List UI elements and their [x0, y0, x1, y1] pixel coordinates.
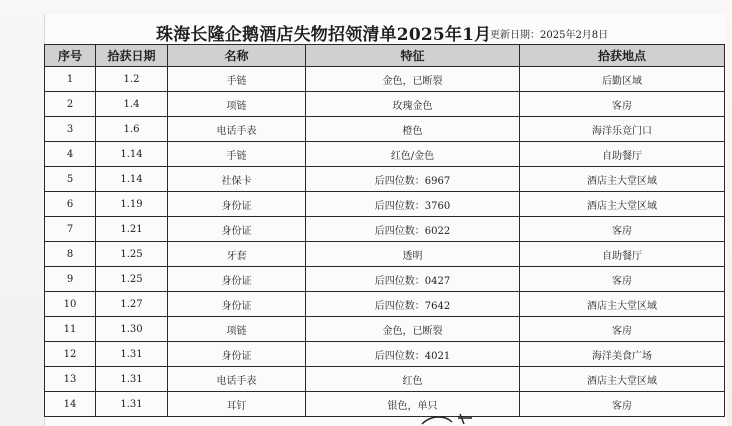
cell-item-name: 手链: [168, 67, 306, 92]
cell-index: 2: [45, 92, 96, 117]
cell-location: 客房: [520, 217, 725, 242]
cell-item-name: 耳钉: [168, 392, 306, 417]
cell-location: 客房: [520, 267, 725, 292]
cell-location: 酒店主大堂区域: [520, 292, 725, 317]
document-title: 珠海长隆企鹅酒店失物招领清单2025年1月: [156, 25, 492, 45]
cell-date: 1.21: [96, 217, 168, 242]
table-row: [45, 292, 725, 317]
cell-index: 11: [45, 317, 96, 342]
cell-date: 1.14: [96, 142, 168, 167]
cell-date: 1.14: [96, 167, 168, 192]
cell-item-name: 电话手表: [168, 367, 306, 392]
cell-index: 6: [45, 192, 96, 217]
cell-features: 后四位数：0427: [306, 267, 520, 292]
cell-location: 客房: [520, 317, 725, 342]
lost-and-found-table: [44, 44, 725, 417]
table-row: [45, 392, 725, 417]
table-row: [45, 117, 725, 142]
cell-features: 透明: [306, 242, 520, 267]
header-date: 拾获日期: [96, 45, 168, 67]
cell-item-name: 身份证: [168, 217, 306, 242]
cell-item-name: 身份证: [168, 192, 306, 217]
cell-features: 红色/金色: [306, 142, 520, 167]
table-row: [45, 92, 725, 117]
cell-date: 1.30: [96, 317, 168, 342]
handwritten-mark: [420, 412, 480, 426]
cell-date: 1.25: [96, 242, 168, 267]
cell-item-name: 电话手表: [168, 117, 306, 142]
cell-index: 14: [45, 392, 96, 417]
table-row: [45, 367, 725, 392]
cell-location: 酒店主大堂区域: [520, 367, 725, 392]
cell-features: 红色: [306, 367, 520, 392]
cell-item-name: 社保卡: [168, 167, 306, 192]
cell-date: 1.31: [96, 367, 168, 392]
header-features: 特征: [306, 45, 520, 67]
cell-location: 客房: [520, 92, 725, 117]
header-item-name: 名称: [168, 45, 306, 67]
cell-location: 酒店主大堂区域: [520, 192, 725, 217]
cell-location: 海洋乐竞门口: [520, 117, 725, 142]
cell-date: 1.31: [96, 392, 168, 417]
cell-date: 1.31: [96, 342, 168, 367]
cell-item-name: 牙套: [168, 242, 306, 267]
title-row: [44, 16, 726, 44]
cell-date: 1.19: [96, 192, 168, 217]
cell-index: 7: [45, 217, 96, 242]
cell-features: 后四位数：7642: [306, 292, 520, 317]
table-row: [45, 242, 725, 267]
cell-location: 后勤区域: [520, 67, 725, 92]
cell-item-name: 项链: [168, 317, 306, 342]
cell-item-name: 身份证: [168, 267, 306, 292]
cell-item-name: 身份证: [168, 292, 306, 317]
table-row: [45, 267, 725, 292]
cell-features: 橙色: [306, 117, 520, 142]
cell-location: 自助餐厅: [520, 142, 725, 167]
cell-index: 12: [45, 342, 96, 367]
cell-index: 3: [45, 117, 96, 142]
cell-location: 自助餐厅: [520, 242, 725, 267]
cell-features: 后四位数：4021: [306, 342, 520, 367]
cell-features: 银色，单只: [306, 392, 520, 417]
cell-index: 5: [45, 167, 96, 192]
table-row: [45, 142, 725, 167]
cell-item-name: 手链: [168, 142, 306, 167]
cell-features: 后四位数：6967: [306, 167, 520, 192]
table-row: [45, 67, 725, 92]
cell-index: 9: [45, 267, 96, 292]
cell-features: 玫瑰金色: [306, 92, 520, 117]
cell-index: 1: [45, 67, 96, 92]
table-header-row: [45, 45, 725, 67]
cell-index: 4: [45, 142, 96, 167]
header-index: 序号: [45, 45, 96, 67]
table-row: [45, 317, 725, 342]
cell-date: 1.27: [96, 292, 168, 317]
cell-date: 1.4: [96, 92, 168, 117]
cell-features: 后四位数：6022: [306, 217, 520, 242]
header-location: 拾获地点: [520, 45, 725, 67]
cell-item-name: 身份证: [168, 342, 306, 367]
cell-features: 金色，已断裂: [306, 317, 520, 342]
cell-location: 海洋美食广场: [520, 342, 725, 367]
cell-index: 13: [45, 367, 96, 392]
cell-date: 1.25: [96, 267, 168, 292]
cell-features: 后四位数：3760: [306, 192, 520, 217]
update-date: 更新日期：2025年2月8日: [490, 30, 609, 41]
cell-index: 8: [45, 242, 96, 267]
table-row: [45, 217, 725, 242]
table-row: [45, 167, 725, 192]
cell-location: 酒店主大堂区域: [520, 167, 725, 192]
table-row: [45, 192, 725, 217]
cell-features: 金色，已断裂: [306, 67, 520, 92]
cell-date: 1.2: [96, 67, 168, 92]
cell-item-name: 项链: [168, 92, 306, 117]
cell-date: 1.6: [96, 117, 168, 142]
table-body: [45, 67, 725, 417]
cell-index: 10: [45, 292, 96, 317]
table-row: [45, 342, 725, 367]
cell-location: 客房: [520, 392, 725, 417]
